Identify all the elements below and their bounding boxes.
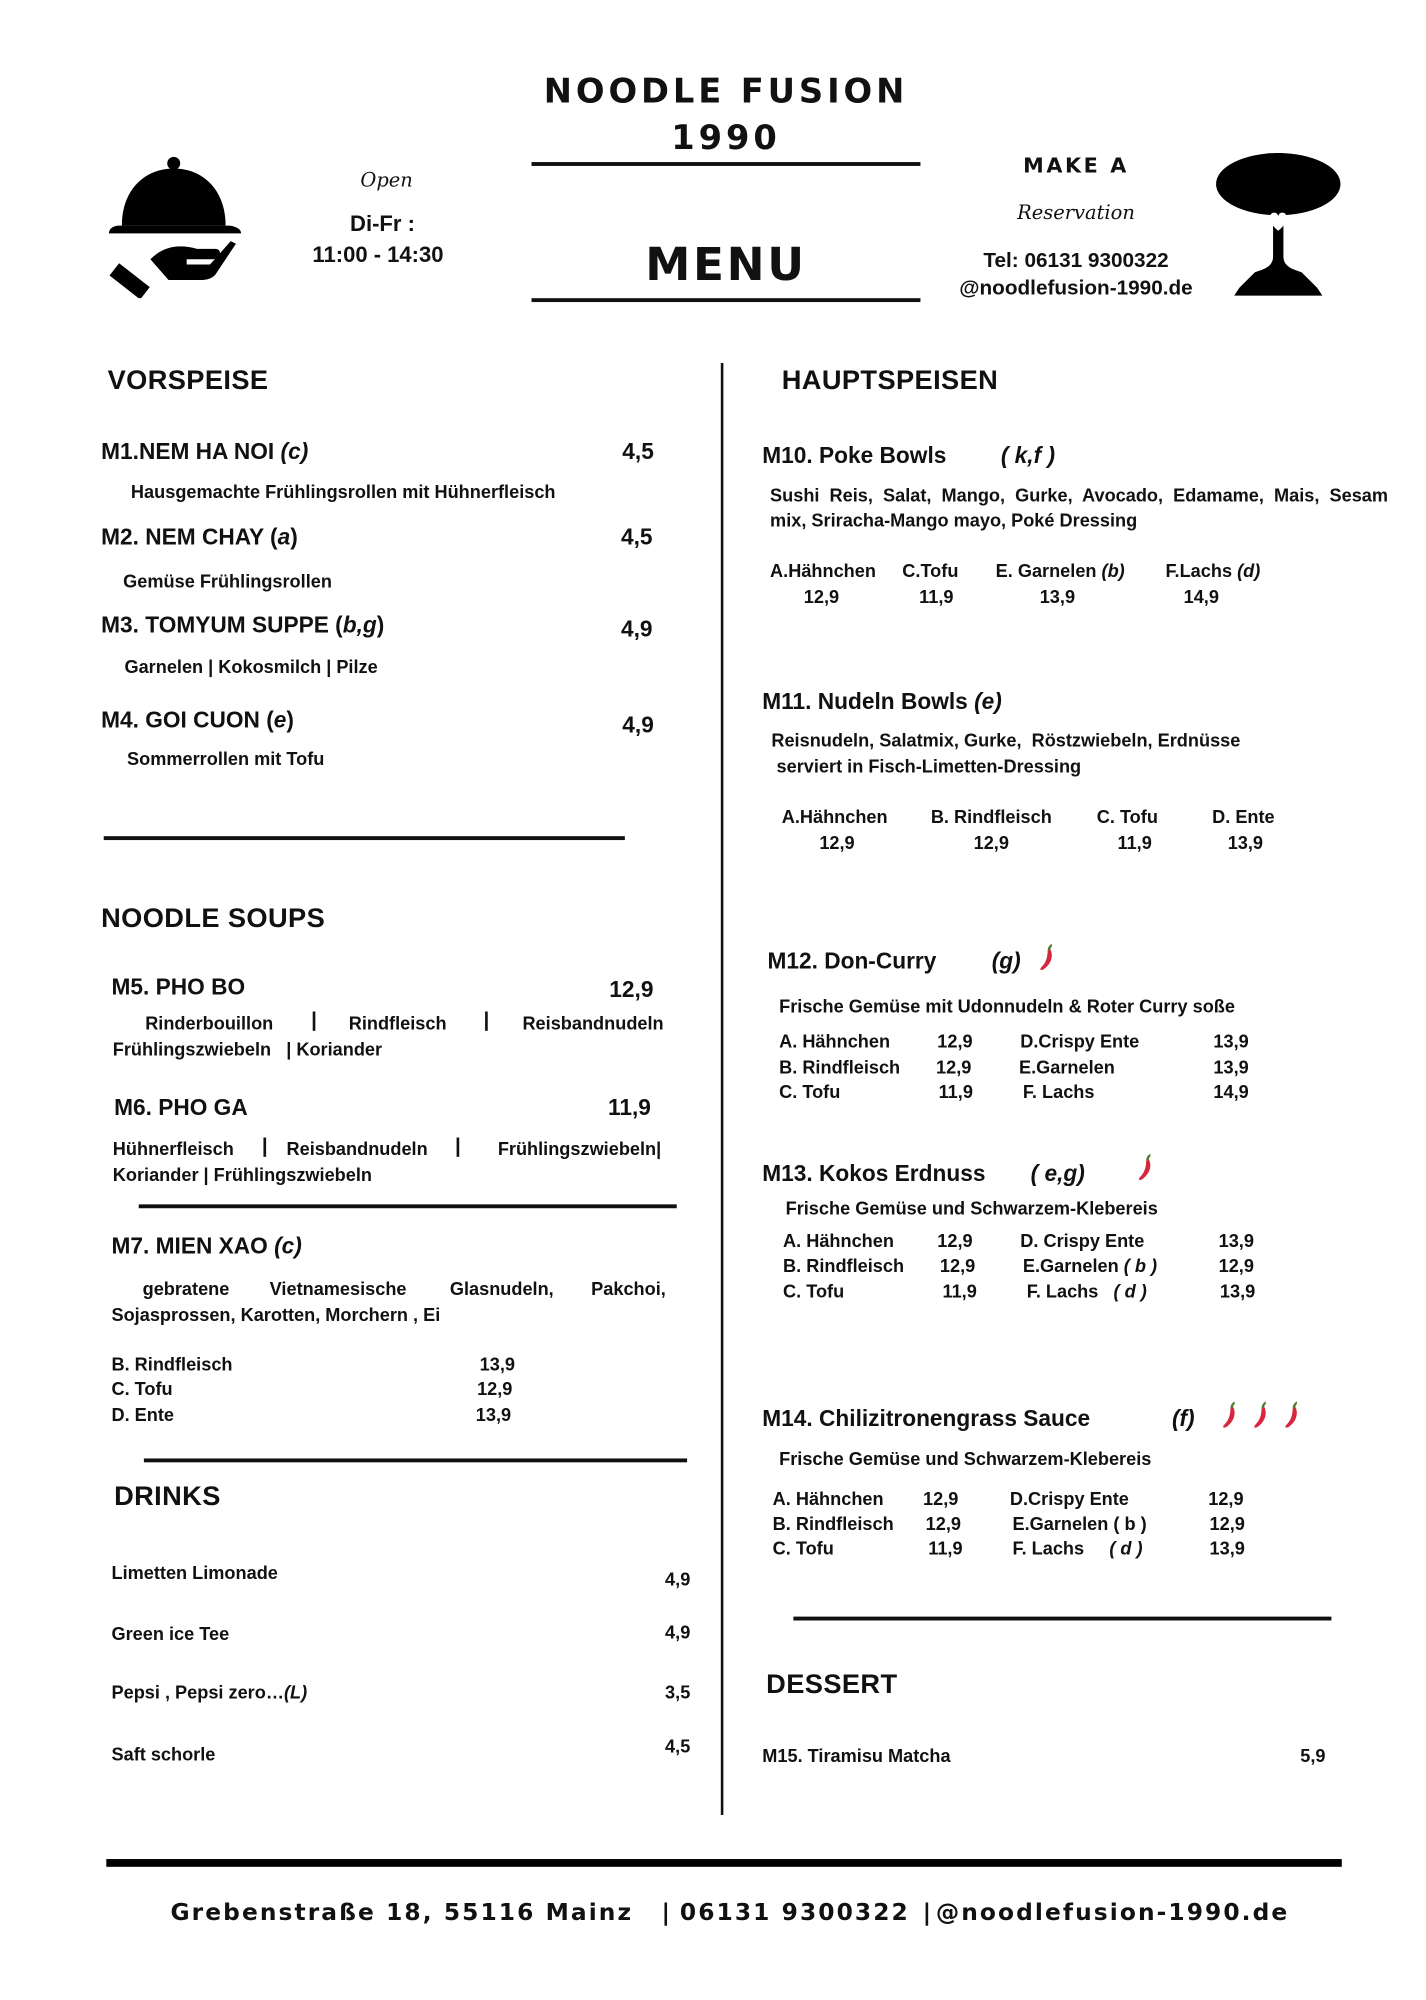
option-label: A. Hähnchen — [779, 1030, 891, 1052]
item-allergens: ( e,g) — [1030, 1160, 1085, 1187]
item-description: Reisbandnudeln — [286, 1138, 428, 1159]
option-label — [1165, 560, 1260, 581]
option-label: A. Hähnchen — [772, 1488, 884, 1510]
reservation-line2: Reservation — [1017, 200, 1135, 225]
option-label-text: F.Lachs — [1165, 560, 1238, 581]
option-label-text: F. Lachs — [1026, 1280, 1114, 1302]
item-allergens: (g) — [991, 947, 1021, 974]
option-allergen: ( b ) — [1123, 1254, 1157, 1276]
item-description: mix, Sriracha-Mango mayo, Poké Dressing — [770, 509, 1138, 531]
drink-price: 4,9 — [665, 1621, 691, 1643]
item-description: Frische Gemüse mit Udonnudeln & Roter Curry soße — [779, 995, 1235, 1017]
item-description: serviert in Fisch-Limetten-Dressing — [776, 755, 1082, 777]
option-label: B. Rindfleisch — [779, 1056, 901, 1078]
item-description: Glasnudeln, — [449, 1278, 554, 1299]
drink-name: Limetten Limonade — [111, 1562, 278, 1583]
item-description: Rindfleisch — [348, 1012, 447, 1034]
drink-price: 4,5 — [665, 1735, 691, 1757]
menu-item-m14: M14. Chilizitronengrass Sauce — [762, 1405, 1091, 1432]
footer-website[interactable]: @noodlefusion-1990.de — [935, 1899, 1290, 1927]
menu-item-m11 — [762, 688, 1002, 715]
chili-pepper-icon — [1251, 1401, 1269, 1430]
option-label-text: F. Lachs — [1012, 1537, 1110, 1559]
menu-item-m13: M13. Kokos Erdnuss — [762, 1160, 986, 1187]
section-divider — [144, 1458, 687, 1462]
option-label: A.Hähnchen — [770, 560, 876, 581]
option-price: 13,9 — [1039, 585, 1076, 607]
item-allergens: (f) — [1171, 1405, 1195, 1432]
item-description: Frische Gemüse und Schwarzem-Klebereis — [785, 1197, 1158, 1219]
drink-allergens: (L) — [283, 1681, 308, 1703]
item-name: M4. GOI CUON ( — [101, 706, 274, 733]
item-name: M3. TOMYUM SUPPE ( — [101, 611, 343, 638]
option-label: A.Hähnchen — [781, 806, 888, 828]
option-price: 13,9 — [1218, 1230, 1254, 1252]
option-label: B. Rindfleisch — [772, 1512, 894, 1534]
item-description: Frühlingszwiebeln | Koriander — [112, 1038, 383, 1060]
item-description: Vietnamesische — [269, 1278, 407, 1299]
open-hours: 11:00 - 14:30 — [312, 242, 444, 268]
item-allergens: e — [273, 706, 287, 733]
option-price: 12,9 — [1218, 1254, 1254, 1276]
tree-heart-icon — [1216, 153, 1346, 298]
dessert-price: 5,9 — [1300, 1744, 1326, 1766]
option-label-text: E.Garnelen — [1022, 1254, 1124, 1276]
option-label: D. Crispy Ente — [1020, 1230, 1145, 1252]
item-name: M1.NEM HA NOI — [101, 438, 281, 465]
drink-price: 4,9 — [665, 1568, 691, 1590]
option-price: 11,9 — [942, 1280, 977, 1302]
item-description: Frühlingszwiebeln| — [497, 1138, 662, 1159]
separator: | — [455, 1135, 461, 1158]
item-name-suffix: ) — [290, 523, 298, 550]
option-price: 12,9 — [937, 1030, 973, 1052]
option-price: 11,9 — [928, 1537, 963, 1559]
menu-item-m3 — [101, 612, 384, 639]
item-price: 4,9 — [622, 711, 654, 738]
item-allergens: ( k,f ) — [1000, 442, 1056, 469]
option-price: 12,9 — [936, 1056, 972, 1078]
item-description: Hausgemachte Frühlingsrollen mit Hühnerfleisch — [130, 480, 556, 502]
option-price: 12,9 — [1209, 1512, 1245, 1534]
item-description: Reisnudeln, Salatmix, Gurke, Röstzwiebeln, Erdnüsse — [771, 729, 1241, 751]
footer-separator: | — [922, 1899, 934, 1927]
option-price: 11,9 — [1117, 832, 1152, 854]
option-price: 12,9 — [803, 585, 840, 607]
menu-item-m6: M6. PHO GA — [114, 1094, 248, 1121]
item-description: Sommerrollen mit Tofu — [127, 748, 325, 769]
item-allergens: (e) — [974, 688, 1002, 715]
option-label-text: E. Garnelen — [995, 560, 1102, 581]
reservation-website[interactable]: @noodlefusion-1990.de — [959, 277, 1193, 300]
open-days: Di-Fr : — [350, 211, 415, 236]
section-title-hauptspeisen: HAUPTSPEISEN — [781, 365, 999, 396]
title-divider — [532, 162, 921, 166]
item-description: Rinderbouillon — [145, 1012, 274, 1034]
option-price: 12,9 — [477, 1378, 513, 1399]
menu-item-m7 — [111, 1233, 301, 1260]
section-title-drinks: DRINKS — [114, 1481, 221, 1512]
option-price: 13,9 — [1213, 1030, 1249, 1052]
option-price: 12,9 — [1208, 1488, 1244, 1510]
separator: | — [311, 1009, 317, 1032]
footer — [0, 1899, 1426, 1926]
item-name: M11. Nudeln Bowls — [762, 688, 975, 715]
reservation-phone[interactable]: Tel: 06131 9300322 — [983, 250, 1169, 273]
chili-pepper-icon — [1282, 1401, 1300, 1430]
item-description: Frische Gemüse und Schwarzem-Klebereis — [779, 1448, 1152, 1469]
section-title-vorspeise: VORSPEISE — [107, 365, 269, 396]
footer-phone[interactable]: 06131 9300322 — [679, 1899, 910, 1927]
option-label — [1012, 1538, 1142, 1559]
option-price: 12,9 — [923, 1488, 959, 1510]
option-price: 13,9 — [1219, 1280, 1256, 1302]
menu-item-m12: M12. Don-Curry — [767, 947, 937, 974]
item-price: 4,5 — [622, 438, 654, 465]
option-label: C. Tofu — [111, 1378, 173, 1399]
drink-name: Green ice Tee — [111, 1623, 230, 1644]
option-label: C. Tofu — [783, 1280, 845, 1302]
menu-item-m10: M10. Poke Bowls — [762, 442, 947, 469]
option-price: 14,9 — [1213, 1081, 1249, 1102]
section-divider — [104, 836, 625, 840]
footer-separator: | — [661, 1899, 673, 1927]
menu-item-m1 — [101, 438, 308, 465]
item-description: Gemüse Frühlingsrollen — [123, 570, 332, 592]
menu-item-m5: M5. PHO BO — [111, 973, 246, 1000]
option-label: D. Ente — [111, 1404, 175, 1425]
option-price: 11,9 — [919, 585, 954, 607]
section-divider — [139, 1204, 677, 1208]
option-price: 13,9 — [1213, 1056, 1249, 1078]
item-name-suffix: ) — [286, 706, 294, 733]
option-label — [996, 560, 1125, 581]
item-description: gebratene — [142, 1278, 230, 1299]
menu-divider — [532, 298, 921, 302]
menu-item-m4 — [101, 707, 294, 734]
option-price: 12,9 — [973, 832, 1009, 854]
drink-price: 3,5 — [665, 1681, 691, 1703]
item-description: Hühnerfleisch — [112, 1138, 234, 1159]
option-price: 12,9 — [939, 1254, 976, 1276]
item-allergens: (c) — [280, 438, 309, 465]
option-allergen: ( d ) — [1109, 1537, 1143, 1559]
item-allergens: (c) — [274, 1232, 302, 1259]
option-label: E.Garnelen — [1018, 1056, 1115, 1078]
item-name: M2. NEM CHAY ( — [101, 523, 278, 550]
spice-level — [1220, 1401, 1313, 1436]
item-price: 12,9 — [609, 976, 654, 1003]
restaurant-name: NOODLE FUSION — [543, 72, 909, 112]
item-name: M7. MIEN XAO — [111, 1232, 275, 1259]
option-allergen: (b) — [1101, 560, 1125, 581]
drink-name: Saft schorle — [111, 1743, 216, 1765]
option-price: 12,9 — [925, 1512, 961, 1534]
option-label: E.Garnelen ( b ) — [1012, 1512, 1147, 1534]
option-price: 14,9 — [1183, 585, 1219, 607]
option-price: 12,9 — [937, 1230, 973, 1252]
item-price: 4,5 — [620, 523, 653, 550]
option-allergen: (d) — [1237, 560, 1261, 581]
item-description: Koriander | Frühlingszwiebeln — [112, 1164, 372, 1185]
option-price: 13,9 — [1209, 1537, 1245, 1559]
option-label: B. Rindfleisch — [783, 1254, 905, 1276]
item-description: Reisbandnudeln — [522, 1012, 664, 1034]
section-divider — [793, 1617, 1331, 1621]
option-label: C. Tofu — [779, 1081, 841, 1102]
section-title-dessert: DESSERT — [766, 1669, 898, 1700]
spice-level — [1037, 944, 1068, 979]
option-label: B. Rindfleisch — [930, 806, 1052, 828]
menu-title: MENU — [645, 239, 807, 292]
separator: | — [483, 1009, 490, 1032]
option-label: D.Crispy Ente — [1009, 1488, 1129, 1510]
option-label: F. Lachs — [1022, 1081, 1095, 1102]
option-label: D. Ente — [1212, 806, 1275, 828]
item-price: 11,9 — [608, 1094, 651, 1121]
column-divider — [721, 363, 724, 1815]
option-price: 13,9 — [1227, 832, 1264, 854]
restaurant-year: 1990 — [671, 119, 781, 159]
item-price: 4,9 — [620, 615, 653, 642]
option-label: C. Tofu — [772, 1537, 834, 1559]
item-description: Sushi Reis, Salat, Mango, Gurke, Avocado, Edamame, Mais, Sesam — [770, 484, 1389, 506]
option-label — [1023, 1255, 1157, 1276]
item-allergens: b,g — [342, 611, 377, 638]
open-label: Open — [360, 168, 413, 192]
chili-pepper-icon — [1037, 944, 1055, 973]
option-label: C. Tofu — [1096, 806, 1158, 828]
drink-name-text: Pepsi , Pepsi zero… — [111, 1681, 284, 1703]
drink-name — [111, 1681, 307, 1702]
separator: | — [261, 1135, 268, 1158]
item-name-suffix: ) — [376, 611, 385, 638]
cloche-serving-hand-icon — [106, 156, 246, 299]
option-allergen: ( d ) — [1113, 1280, 1147, 1302]
option-price: 13,9 — [479, 1353, 515, 1375]
chili-pepper-icon — [1220, 1401, 1238, 1430]
option-label — [1027, 1281, 1147, 1302]
option-price: 12,9 — [819, 832, 855, 854]
reservation-line1: MAKE A — [1023, 152, 1129, 178]
item-description: Pakchoi, — [591, 1278, 666, 1299]
option-label: B. Rindfleisch — [111, 1353, 233, 1375]
option-label: D.Crispy Ente — [1020, 1030, 1140, 1052]
option-price: 13,9 — [475, 1404, 512, 1425]
menu-item-m2 — [101, 524, 298, 551]
option-label: C.Tofu — [902, 560, 959, 581]
item-description: Garnelen | Kokosmilch | Pilze — [124, 655, 378, 677]
dessert-name: M15. Tiramisu Matcha — [762, 1744, 951, 1766]
section-title-noodle-soups: NOODLE SOUPS — [101, 903, 326, 934]
footer-address: Grebenstraße 18, 55116 Mainz — [170, 1899, 634, 1927]
item-description: Sojasprossen, Karotten, Morchern , Ei — [111, 1304, 441, 1325]
chili-pepper-icon — [1136, 1154, 1154, 1183]
option-price: 11,9 — [938, 1081, 973, 1102]
item-allergens: a — [277, 523, 291, 550]
option-label: A. Hähnchen — [783, 1230, 894, 1252]
spice-level — [1136, 1154, 1167, 1189]
footer-divider — [106, 1859, 1341, 1867]
